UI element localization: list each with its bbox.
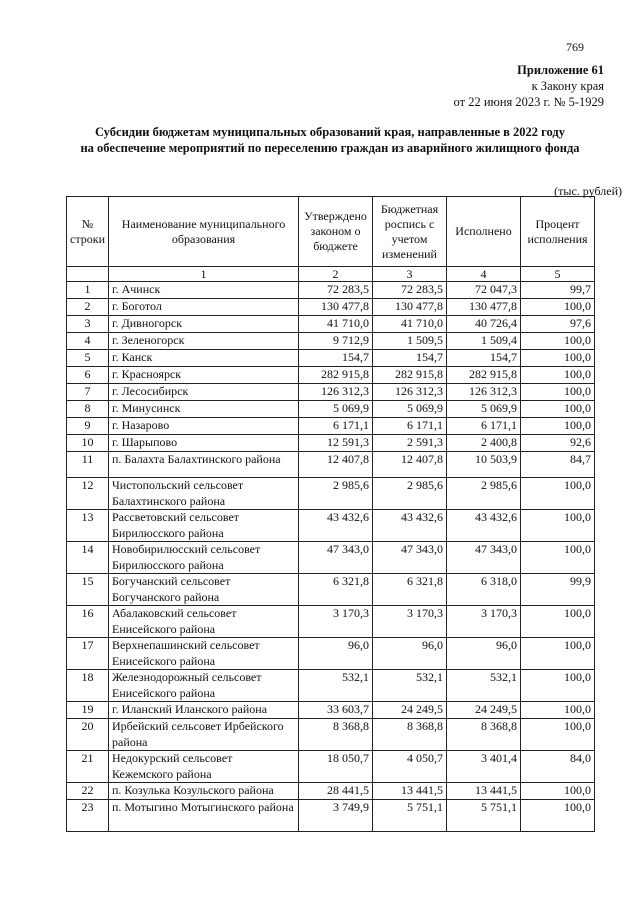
approved-cell: 9 712,9 [299,333,373,350]
budget-cell: 1 509,5 [373,333,447,350]
index-cell: 2 [299,267,373,282]
executed-cell: 532,1 [447,670,521,702]
municipality-cell: г. Дивногорск [109,316,299,333]
percent-cell: 100,0 [521,542,595,574]
approved-cell: 2 985,6 [299,478,373,510]
percent-cell: 100,0 [521,510,595,542]
row-number-cell: 6 [67,367,109,384]
index-cell: 1 [109,267,299,282]
municipality-cell: г. Красноярск [109,367,299,384]
row-number-cell: 17 [67,638,109,670]
table-row [67,384,595,401]
budget-cell: 41 710,0 [373,316,447,333]
row-number-cell: 7 [67,384,109,401]
table-row [67,751,595,783]
percent-cell: 100,0 [521,783,595,800]
row-number-cell: 21 [67,751,109,783]
table-row [67,316,595,333]
executed-cell: 5 751,1 [447,800,521,832]
executed-cell: 3 401,4 [447,751,521,783]
executed-cell: 72 047,3 [447,282,521,299]
municipality-cell: Богучанский сельсовет Богучанского района [109,574,299,606]
table-row [67,638,595,670]
approved-cell: 5 069,9 [299,401,373,418]
approved-cell: 126 312,3 [299,384,373,401]
budget-cell: 5 069,9 [373,401,447,418]
table-row [67,435,595,452]
row-number-cell: 11 [67,452,109,478]
percent-cell: 100,0 [521,418,595,435]
municipality-cell: г. Зеленогорск [109,333,299,350]
percent-cell: 100,0 [521,800,595,832]
row-number-cell: 3 [67,316,109,333]
approved-cell: 41 710,0 [299,316,373,333]
table-body [67,282,595,832]
subsidies-table [66,196,595,832]
municipality-cell: г. Ачинск [109,282,299,299]
row-number-cell: 20 [67,719,109,751]
table-row [67,574,595,606]
municipality-cell: Железнодорожный сельсовет Енисейского района [109,670,299,702]
municipality-cell: Новобирилюсский сельсовет Бирилюсского района [109,542,299,574]
header-municipality: Наименование муниципального образования [109,197,299,267]
budget-cell: 126 312,3 [373,384,447,401]
approved-cell: 130 477,8 [299,299,373,316]
row-number-cell: 15 [67,574,109,606]
approved-cell: 28 441,5 [299,783,373,800]
table-row [67,418,595,435]
table-header-row [67,197,595,267]
percent-cell: 100,0 [521,670,595,702]
approved-cell: 3 749,9 [299,800,373,832]
municipality-cell: г. Боготол [109,299,299,316]
table-row [67,367,595,384]
percent-cell: 100,0 [521,638,595,670]
municipality-cell: п. Козулька Козульского района [109,783,299,800]
budget-cell: 12 407,8 [373,452,447,478]
table-row [67,282,595,299]
table-row [67,350,595,367]
budget-cell: 72 283,5 [373,282,447,299]
executed-cell: 130 477,8 [447,299,521,316]
budget-cell: 282 915,8 [373,367,447,384]
budget-cell: 8 368,8 [373,719,447,751]
percent-cell: 100,0 [521,606,595,638]
budget-cell: 6 321,8 [373,574,447,606]
table-row [67,702,595,719]
index-cell: 3 [373,267,447,282]
percent-cell: 92,6 [521,435,595,452]
percent-cell: 100,0 [521,384,595,401]
executed-cell: 3 170,3 [447,606,521,638]
appendix-block [454,62,604,110]
percent-cell: 84,7 [521,452,595,478]
row-number-cell: 13 [67,510,109,542]
executed-cell: 2 985,6 [447,478,521,510]
municipality-cell: г. Иланский Иланского района [109,702,299,719]
budget-cell: 130 477,8 [373,299,447,316]
executed-cell: 126 312,3 [447,384,521,401]
municipality-cell: Абалаковский сельсовет Енисейского района [109,606,299,638]
executed-cell: 6 318,0 [447,574,521,606]
executed-cell: 6 171,1 [447,418,521,435]
percent-cell: 100,0 [521,719,595,751]
executed-cell: 43 432,6 [447,510,521,542]
header-executed: Исполнено [447,197,521,267]
percent-cell: 100,0 [521,367,595,384]
executed-cell: 1 509,4 [447,333,521,350]
header-budget-schedule: Бюджетная роспись с учетом изменений [373,197,447,267]
percent-cell: 99,7 [521,282,595,299]
percent-cell: 97,6 [521,316,595,333]
executed-cell: 40 726,4 [447,316,521,333]
percent-cell: 99,9 [521,574,595,606]
row-number-cell: 4 [67,333,109,350]
municipality-cell: Верхнепашинский сельсовет Енисейского района [109,638,299,670]
row-number-cell: 10 [67,435,109,452]
approved-cell: 12 407,8 [299,452,373,478]
table-row [67,719,595,751]
executed-cell: 13 441,5 [447,783,521,800]
table-row [67,606,595,638]
approved-cell: 96,0 [299,638,373,670]
approved-cell: 33 603,7 [299,702,373,719]
percent-cell: 84,0 [521,751,595,783]
table-row [67,510,595,542]
executed-cell: 154,7 [447,350,521,367]
municipality-cell: г. Назарово [109,418,299,435]
budget-cell: 47 343,0 [373,542,447,574]
percent-cell: 100,0 [521,401,595,418]
municipality-cell: Чистопольский сельсовет Балахтинского района [109,478,299,510]
budget-cell: 13 441,5 [373,783,447,800]
table-row [67,783,595,800]
municipality-cell: п. Балахта Балахтинского района [109,452,299,478]
row-number-cell: 9 [67,418,109,435]
approved-cell: 43 432,6 [299,510,373,542]
row-number-cell: 23 [67,800,109,832]
approved-cell: 12 591,3 [299,435,373,452]
row-number-cell: 18 [67,670,109,702]
table-row [67,478,595,510]
table-row [67,333,595,350]
heading-line-2: на обеспечение мероприятий по переселению граждан из аварийного жилищного фонда [80,141,580,155]
budget-cell: 6 171,1 [373,418,447,435]
budget-cell: 24 249,5 [373,702,447,719]
row-number-cell: 2 [67,299,109,316]
heading-line-1: Субсидии бюджетам муниципальных образований края, направленные в 2022 году [94,125,566,139]
row-number-cell: 16 [67,606,109,638]
row-number-cell: 8 [67,401,109,418]
executed-cell: 8 368,8 [447,719,521,751]
row-number-cell: 14 [67,542,109,574]
table-row [67,452,595,478]
budget-cell: 43 432,6 [373,510,447,542]
municipality-cell: п. Мотыгино Мотыгинского района [109,800,299,832]
executed-cell: 2 400,8 [447,435,521,452]
approved-cell: 282 915,8 [299,367,373,384]
approved-cell: 47 343,0 [299,542,373,574]
header-percent: Процент исполнения [521,197,595,267]
table-row [67,401,595,418]
index-cell: 5 [521,267,595,282]
approved-cell: 18 050,7 [299,751,373,783]
appendix-law-reference: к Закону края [531,79,604,93]
percent-cell: 100,0 [521,478,595,510]
municipality-cell: г. Канск [109,350,299,367]
budget-cell: 5 751,1 [373,800,447,832]
table-row [67,299,595,316]
document-heading [40,124,620,156]
budget-cell: 2 591,3 [373,435,447,452]
table-row [67,800,595,832]
municipality-cell: Недокурский сельсовет Кежемского района [109,751,299,783]
approved-cell: 6 321,8 [299,574,373,606]
budget-cell: 4 050,7 [373,751,447,783]
index-cell-blank [67,267,109,282]
percent-cell: 100,0 [521,702,595,719]
executed-cell: 282 915,8 [447,367,521,384]
municipality-cell: г. Минусинск [109,401,299,418]
executed-cell: 24 249,5 [447,702,521,719]
executed-cell: 47 343,0 [447,542,521,574]
approved-cell: 8 368,8 [299,719,373,751]
approved-cell: 3 170,3 [299,606,373,638]
row-number-cell: 5 [67,350,109,367]
executed-cell: 5 069,9 [447,401,521,418]
page-number: 769 [566,40,584,54]
budget-cell: 96,0 [373,638,447,670]
row-number-cell: 1 [67,282,109,299]
units-label: (тыс. рублей) [554,184,622,198]
approved-cell: 6 171,1 [299,418,373,435]
budget-cell: 3 170,3 [373,606,447,638]
approved-cell: 72 283,5 [299,282,373,299]
table-row [67,542,595,574]
municipality-cell: Рассветовский сельсовет Бирилюсского района [109,510,299,542]
table-row [67,670,595,702]
approved-cell: 154,7 [299,350,373,367]
appendix-title: Приложение 61 [517,63,604,77]
municipality-cell: Ирбейский сельсовет Ирбейского района [109,719,299,751]
executed-cell: 96,0 [447,638,521,670]
row-number-cell: 22 [67,783,109,800]
budget-cell: 154,7 [373,350,447,367]
budget-cell: 2 985,6 [373,478,447,510]
percent-cell: 100,0 [521,333,595,350]
appendix-law-date: от 22 июня 2023 г. № 5-1929 [453,95,604,109]
approved-cell: 532,1 [299,670,373,702]
percent-cell: 100,0 [521,299,595,316]
municipality-cell: г. Лесосибирск [109,384,299,401]
row-number-cell: 19 [67,702,109,719]
executed-cell: 10 503,9 [447,452,521,478]
row-number-cell: 12 [67,478,109,510]
column-index-row [67,267,595,282]
budget-cell: 532,1 [373,670,447,702]
header-approved: Утверждено законом о бюджете [299,197,373,267]
percent-cell: 100,0 [521,350,595,367]
index-cell: 4 [447,267,521,282]
header-row-number: № строки [67,197,109,267]
municipality-cell: г. Шарыпово [109,435,299,452]
